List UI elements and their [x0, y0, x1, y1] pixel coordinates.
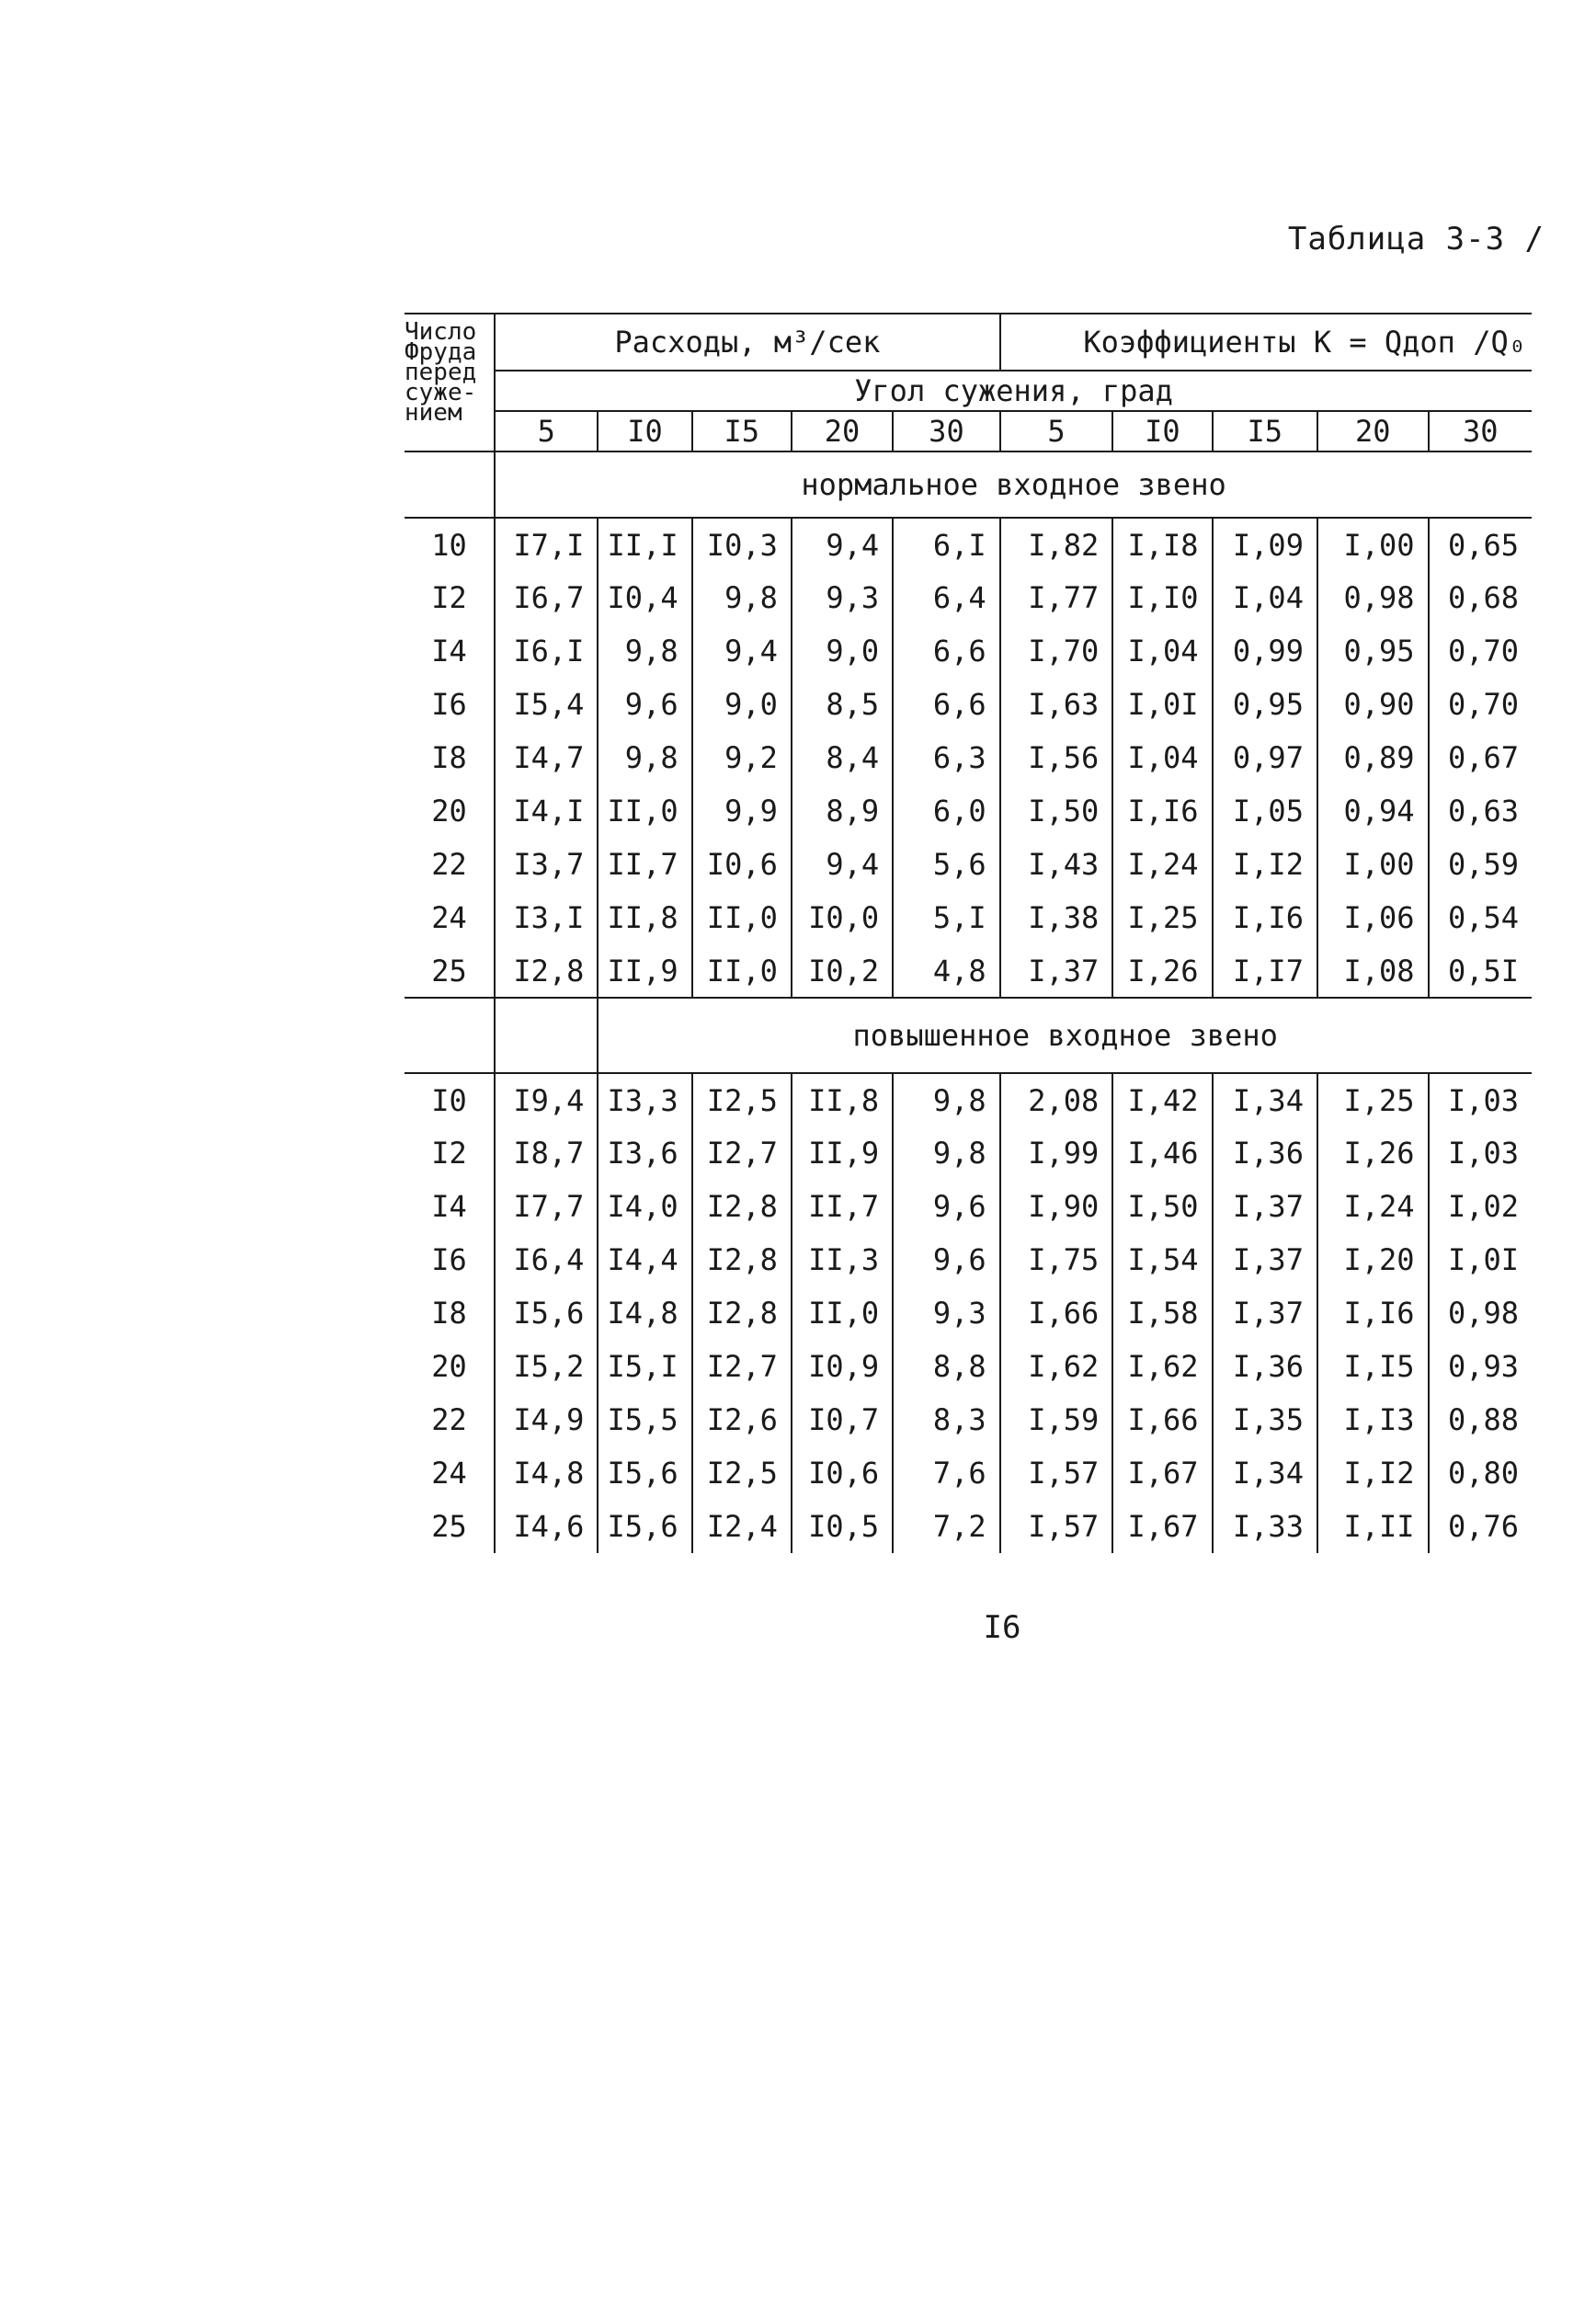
- section-label: нормальное входное звено: [495, 451, 1532, 518]
- flow-value-cell: 6,6: [893, 678, 1000, 731]
- flow-value-cell: I4,8: [598, 1286, 691, 1340]
- flow-value-cell: 8,9: [792, 784, 893, 838]
- coef-value-cell: I,I2: [1317, 1446, 1429, 1500]
- flow-value-cell: I7,I: [495, 518, 598, 571]
- froude-number-cell: 22: [431, 1402, 467, 1437]
- coef-value-cell: 0,97: [1213, 731, 1317, 784]
- flow-value-cell: 6,4: [893, 571, 1000, 624]
- table-row: [405, 1126, 1532, 1180]
- data-table: [405, 313, 1532, 1553]
- coef-value-cell: I,43: [1000, 838, 1113, 891]
- coef-value-cell: I,26: [1317, 1126, 1429, 1180]
- flow-value-cell: I2,5: [692, 1073, 792, 1126]
- flow-value-cell: 9,8: [598, 731, 691, 784]
- flow-value-cell: I2,8: [692, 1286, 792, 1340]
- coef-value-cell: I,I0: [1112, 571, 1212, 624]
- coef-value-cell: I,II: [1317, 1500, 1429, 1553]
- section-spacer: [405, 998, 495, 1073]
- flow-value-cell: I4,6: [495, 1500, 598, 1553]
- froude-header-line: суже-: [405, 379, 477, 406]
- flow-value-cell: II,8: [598, 891, 691, 944]
- flow-value-cell: 9,3: [893, 1286, 1000, 1340]
- coef-value-cell: 0,89: [1317, 731, 1429, 784]
- coef-value-cell: I,34: [1213, 1073, 1317, 1126]
- angle-header: Угол сужения, град: [495, 371, 1532, 411]
- flow-value-cell: I2,4: [692, 1500, 792, 1553]
- table-row: [405, 1340, 1532, 1393]
- flow-value-cell: I2,8: [692, 1233, 792, 1286]
- flow-value-cell: I4,9: [495, 1393, 598, 1446]
- table-row: [405, 1500, 1532, 1553]
- angle-header-cell: 20: [792, 411, 893, 451]
- flow-value-cell: I2,7: [692, 1340, 792, 1393]
- flow-value-cell: I0,2: [792, 944, 893, 998]
- coef-value-cell: 0,94: [1317, 784, 1429, 838]
- angle-header-cell: 30: [893, 411, 1000, 451]
- table-row: [405, 1446, 1532, 1500]
- angle-header-cell: I5: [1213, 411, 1317, 451]
- coef-value-cell: 0,90: [1317, 678, 1429, 731]
- coef-value-cell: I,I6: [1112, 784, 1212, 838]
- froude-header-line: перед: [405, 359, 477, 386]
- angle-header-cell: 30: [1429, 411, 1533, 451]
- coef-value-cell: I,09: [1213, 518, 1317, 571]
- table-row: [405, 731, 1532, 784]
- coef-value-cell: 0,95: [1317, 624, 1429, 678]
- flow-value-cell: I5,5: [598, 1393, 691, 1446]
- coef-value-cell: I,I7: [1213, 944, 1317, 998]
- flow-value-cell: I3,3: [598, 1073, 691, 1126]
- section-label: повышенное входное звено: [598, 998, 1532, 1073]
- table-row: [405, 1233, 1532, 1286]
- flow-value-cell: 9,8: [893, 1073, 1000, 1126]
- coef-value-cell: I,50: [1000, 784, 1113, 838]
- coef-value-cell: I,0I: [1429, 1233, 1533, 1286]
- flow-value-cell: I5,I: [598, 1340, 691, 1393]
- coef-value-cell: I,36: [1213, 1340, 1317, 1393]
- coef-value-cell: I,82: [1000, 518, 1113, 571]
- table-row: [405, 838, 1532, 891]
- coef-value-cell: I,77: [1000, 571, 1113, 624]
- table-row: [405, 624, 1532, 678]
- angle-values-row: [405, 411, 1532, 451]
- coef-value-cell: I,I6: [1213, 891, 1317, 944]
- flow-value-cell: I0,4: [598, 571, 691, 624]
- flow-value-cell: 8,5: [792, 678, 893, 731]
- flow-value-cell: I5,6: [598, 1500, 691, 1553]
- flow-value-cell: I2,6: [692, 1393, 792, 1446]
- coef-value-cell: I,03: [1429, 1073, 1533, 1126]
- froude-number-cell: I6: [431, 687, 467, 722]
- coef-value-cell: I,00: [1317, 518, 1429, 571]
- coef-value-cell: I,75: [1000, 1233, 1113, 1286]
- flow-value-cell: I3,6: [598, 1126, 691, 1180]
- flow-value-cell: 9,4: [792, 518, 893, 571]
- coef-value-cell: 2,08: [1000, 1073, 1113, 1126]
- flows-header: Расходы, м³/сек: [495, 314, 1000, 371]
- flow-value-cell: I8,7: [495, 1126, 598, 1180]
- coef-value-cell: I,67: [1112, 1446, 1212, 1500]
- flow-value-cell: I3,I: [495, 891, 598, 944]
- flow-value-cell: II,7: [598, 838, 691, 891]
- coef-value-cell: I,04: [1112, 624, 1212, 678]
- coef-value-cell: I,08: [1317, 944, 1429, 998]
- coef-value-cell: I,24: [1112, 838, 1212, 891]
- froude-number-cell: I8: [431, 740, 467, 775]
- flow-value-cell: I4,I: [495, 784, 598, 838]
- flow-value-cell: I0,9: [792, 1340, 893, 1393]
- flow-value-cell: I4,8: [495, 1446, 598, 1500]
- flow-value-cell: 6,0: [893, 784, 1000, 838]
- coef-value-cell: I,54: [1112, 1233, 1212, 1286]
- flow-value-cell: I0,6: [692, 838, 792, 891]
- coef-value-cell: I,57: [1000, 1446, 1113, 1500]
- table-row: [405, 518, 1532, 571]
- coef-value-cell: I,34: [1213, 1446, 1317, 1500]
- coef-value-cell: I,35: [1213, 1393, 1317, 1446]
- coef-value-cell: 0,88: [1429, 1393, 1533, 1446]
- section-raised: [405, 1073, 1532, 1553]
- coef-value-cell: I,24: [1317, 1180, 1429, 1233]
- flow-value-cell: I0,5: [792, 1500, 893, 1553]
- coef-value-cell: I,50: [1112, 1180, 1212, 1233]
- froude-number-cell: I0: [431, 1082, 467, 1118]
- coef-value-cell: 0,70: [1429, 624, 1533, 678]
- coef-value-cell: 0,98: [1317, 571, 1429, 624]
- flow-value-cell: 8,4: [792, 731, 893, 784]
- table-row: [405, 944, 1532, 998]
- flow-value-cell: 9,8: [893, 1126, 1000, 1180]
- flow-value-cell: I6,4: [495, 1233, 598, 1286]
- coef-value-cell: 0,68: [1429, 571, 1533, 624]
- coef-value-cell: I,58: [1112, 1286, 1212, 1340]
- coef-value-cell: 0,99: [1213, 624, 1317, 678]
- coef-value-cell: I,37: [1213, 1286, 1317, 1340]
- coef-value-cell: I,I8: [1112, 518, 1212, 571]
- coef-value-cell: I,I6: [1317, 1286, 1429, 1340]
- flow-value-cell: 7,6: [893, 1446, 1000, 1500]
- flow-value-cell: 9,0: [692, 678, 792, 731]
- coef-value-cell: I,I5: [1317, 1340, 1429, 1393]
- coef-value-cell: I,04: [1112, 731, 1212, 784]
- flow-value-cell: I0,3: [692, 518, 792, 571]
- flow-value-cell: 9,6: [893, 1233, 1000, 1286]
- flow-value-cell: 9,2: [692, 731, 792, 784]
- flow-value-cell: I0,0: [792, 891, 893, 944]
- table-row: [405, 1073, 1532, 1126]
- coef-value-cell: 0,95: [1213, 678, 1317, 731]
- flow-value-cell: 8,3: [893, 1393, 1000, 1446]
- froude-number-cell: 25: [431, 953, 467, 989]
- angle-header-cell: 5: [495, 411, 598, 451]
- flow-value-cell: I5,2: [495, 1340, 598, 1393]
- flow-value-cell: 5,I: [893, 891, 1000, 944]
- coef-value-cell: I,20: [1317, 1233, 1429, 1286]
- froude-number-cell: I4: [431, 634, 467, 669]
- table-caption: Таблица 3-3 /: [1287, 221, 1545, 257]
- coef-value-cell: I,02: [1429, 1180, 1533, 1233]
- froude-header-line: Фруда: [405, 338, 477, 366]
- flow-value-cell: 6,I: [893, 518, 1000, 571]
- flow-value-cell: II,0: [692, 891, 792, 944]
- coef-value-cell: I,59: [1000, 1393, 1113, 1446]
- flow-value-cell: I5,4: [495, 678, 598, 731]
- flow-value-cell: II,7: [792, 1180, 893, 1233]
- froude-number-cell: 25: [431, 1509, 467, 1544]
- coef-value-cell: I,I2: [1213, 838, 1317, 891]
- flow-value-cell: 9,0: [792, 624, 893, 678]
- coef-value-cell: 0,80: [1429, 1446, 1533, 1500]
- froude-number-cell: 20: [431, 1349, 467, 1384]
- coef-value-cell: I,I3: [1317, 1393, 1429, 1446]
- flow-value-cell: 9,9: [692, 784, 792, 838]
- flow-value-cell: II,0: [692, 944, 792, 998]
- flow-value-cell: II,9: [598, 944, 691, 998]
- coef-value-cell: I,05: [1213, 784, 1317, 838]
- coef-value-cell: I,66: [1112, 1393, 1212, 1446]
- section-spacer: [495, 998, 598, 1073]
- coef-value-cell: I,90: [1000, 1180, 1113, 1233]
- coef-value-cell: 0,5I: [1429, 944, 1533, 998]
- froude-number-cell: I2: [431, 1136, 467, 1171]
- flow-value-cell: I4,0: [598, 1180, 691, 1233]
- flow-value-cell: I5,6: [495, 1286, 598, 1340]
- flow-value-cell: 9,8: [692, 571, 792, 624]
- table-row: [405, 1393, 1532, 1446]
- flow-value-cell: I6,7: [495, 571, 598, 624]
- flow-value-cell: II,0: [792, 1286, 893, 1340]
- angle-header-cell: 20: [1317, 411, 1429, 451]
- froude-number-cell: 10: [431, 527, 467, 563]
- flow-value-cell: I2,7: [692, 1126, 792, 1180]
- section-normal: [405, 518, 1532, 998]
- coef-value-cell: I,46: [1112, 1126, 1212, 1180]
- froude-header-line: Число: [405, 318, 477, 346]
- flow-value-cell: II,9: [792, 1126, 893, 1180]
- flow-value-cell: I4,7: [495, 731, 598, 784]
- coef-value-cell: I,33: [1213, 1500, 1317, 1553]
- section-spacer: [405, 451, 495, 518]
- flow-value-cell: I2,5: [692, 1446, 792, 1500]
- flow-value-cell: 4,8: [893, 944, 1000, 998]
- table-row: [405, 784, 1532, 838]
- coef-value-cell: 0,54: [1429, 891, 1533, 944]
- coef-value-cell: I,57: [1000, 1500, 1113, 1553]
- coef-value-cell: I,36: [1213, 1126, 1317, 1180]
- flow-value-cell: 9,6: [893, 1180, 1000, 1233]
- flow-value-cell: I2,8: [692, 1180, 792, 1233]
- coef-value-cell: 0,76: [1429, 1500, 1533, 1553]
- flow-value-cell: I7,7: [495, 1180, 598, 1233]
- coef-value-cell: I,37: [1000, 944, 1113, 998]
- angle-header-cell: I0: [598, 411, 691, 451]
- coef-value-cell: I,66: [1000, 1286, 1113, 1340]
- coef-value-cell: 0,65: [1429, 518, 1533, 571]
- coef-header: Коэффициенты К = Qдоп /Q₀: [1000, 314, 1532, 371]
- froude-header: [405, 314, 495, 451]
- angle-header-cell: I5: [692, 411, 792, 451]
- coef-value-cell: I,0I: [1112, 678, 1212, 731]
- coef-value-cell: I,37: [1213, 1233, 1317, 1286]
- flow-value-cell: 9,6: [598, 678, 691, 731]
- angle-header-cell: I0: [1112, 411, 1212, 451]
- coef-value-cell: I,03: [1429, 1126, 1533, 1180]
- coef-value-cell: 0,67: [1429, 731, 1533, 784]
- flow-value-cell: 9,4: [692, 624, 792, 678]
- coef-value-cell: I,38: [1000, 891, 1113, 944]
- flow-value-cell: I2,8: [495, 944, 598, 998]
- froude-number-cell: I8: [431, 1296, 467, 1331]
- coef-value-cell: I,62: [1000, 1340, 1113, 1393]
- coef-value-cell: I,67: [1112, 1500, 1212, 1553]
- coef-value-cell: 0,59: [1429, 838, 1533, 891]
- flow-value-cell: 7,2: [893, 1500, 1000, 1553]
- flow-value-cell: I0,6: [792, 1446, 893, 1500]
- flow-value-cell: II,0: [598, 784, 691, 838]
- coef-value-cell: I,42: [1112, 1073, 1212, 1126]
- coef-value-cell: 0,70: [1429, 678, 1533, 731]
- froude-number-cell: 24: [431, 900, 467, 935]
- flow-value-cell: II,3: [792, 1233, 893, 1286]
- page-number: I6: [983, 1609, 1021, 1646]
- table-row: [405, 891, 1532, 944]
- froude-number-cell: 22: [431, 847, 467, 882]
- flow-value-cell: 9,4: [792, 838, 893, 891]
- coef-value-cell: I,06: [1317, 891, 1429, 944]
- flow-value-cell: I9,4: [495, 1073, 598, 1126]
- flow-value-cell: I0,7: [792, 1393, 893, 1446]
- coef-value-cell: 0,98: [1429, 1286, 1533, 1340]
- froude-number-cell: 20: [431, 794, 467, 829]
- flow-value-cell: 9,8: [598, 624, 691, 678]
- coef-value-cell: I,99: [1000, 1126, 1113, 1180]
- froude-number-cell: I2: [431, 580, 467, 615]
- coef-value-cell: I,25: [1112, 891, 1212, 944]
- table-row: [405, 571, 1532, 624]
- coef-value-cell: I,00: [1317, 838, 1429, 891]
- froude-header-line: нием: [405, 399, 462, 427]
- coef-value-cell: I,56: [1000, 731, 1113, 784]
- coef-value-cell: I,62: [1112, 1340, 1212, 1393]
- flow-value-cell: 8,8: [893, 1340, 1000, 1393]
- froude-number-cell: I4: [431, 1189, 467, 1224]
- coef-value-cell: 0,63: [1429, 784, 1533, 838]
- flow-value-cell: 6,6: [893, 624, 1000, 678]
- coef-value-cell: I,63: [1000, 678, 1113, 731]
- flow-value-cell: II,8: [792, 1073, 893, 1126]
- coef-value-cell: I,26: [1112, 944, 1212, 998]
- flow-value-cell: I4,4: [598, 1233, 691, 1286]
- flow-value-cell: II,I: [598, 518, 691, 571]
- table-row: [405, 1180, 1532, 1233]
- flow-value-cell: I5,6: [598, 1446, 691, 1500]
- table-row: [405, 1286, 1532, 1340]
- flow-value-cell: I3,7: [495, 838, 598, 891]
- coef-value-cell: I,37: [1213, 1180, 1317, 1233]
- flow-value-cell: I6,I: [495, 624, 598, 678]
- coef-value-cell: I,25: [1317, 1073, 1429, 1126]
- flow-value-cell: 5,6: [893, 838, 1000, 891]
- flow-value-cell: 6,3: [893, 731, 1000, 784]
- table-row: [405, 678, 1532, 731]
- coef-value-cell: I,04: [1213, 571, 1317, 624]
- angle-header-cell: 5: [1000, 411, 1113, 451]
- froude-number-cell: I6: [431, 1242, 467, 1277]
- froude-number-cell: 24: [431, 1456, 467, 1491]
- coef-value-cell: I,70: [1000, 624, 1113, 678]
- flow-value-cell: 9,3: [792, 571, 893, 624]
- coef-value-cell: 0,93: [1429, 1340, 1533, 1393]
